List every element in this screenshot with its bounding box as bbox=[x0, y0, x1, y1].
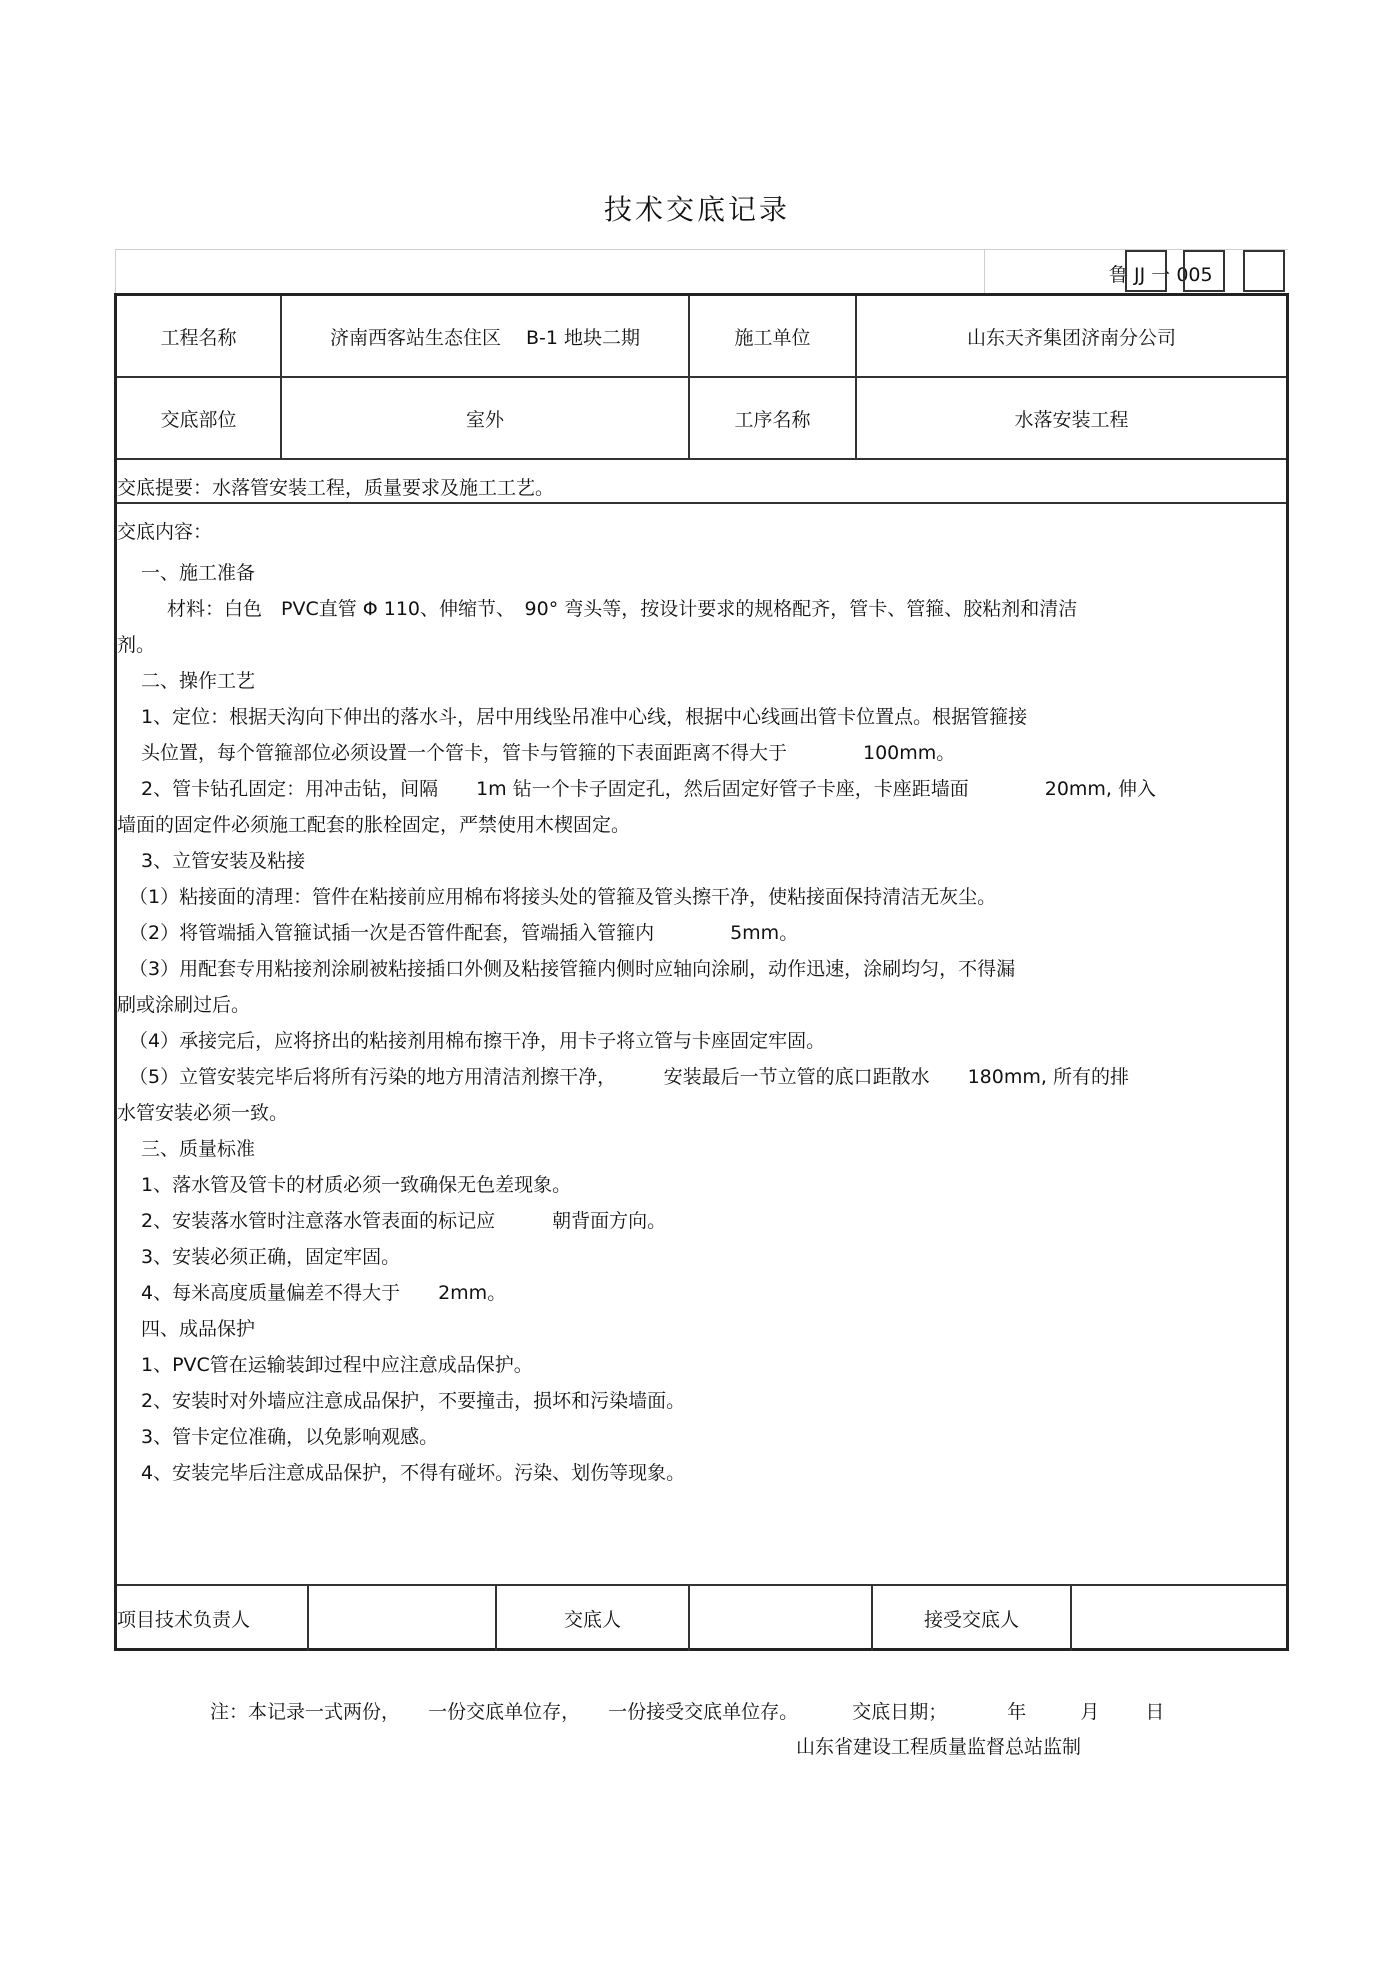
content-line: 4、安装完毕后注意成品保护，不得有碰坏。污染、划伤等现象。 bbox=[141, 1462, 686, 1484]
content-line: 2、管卡钻孔固定：用冲击钻，间隔 1m 钻一个卡子固定孔，然后固定好管子卡座，卡座距墙面 20mm, 伸入 bbox=[141, 778, 1156, 800]
issuer: 山东省建设工程质量监督总站监制 bbox=[796, 1736, 1082, 1758]
row-divider-2 bbox=[117, 458, 1286, 460]
position-value[interactable]: 室外 bbox=[465, 408, 504, 431]
content-line: 墙面的固定件必须施工配套的胀栓固定，严禁使用木楔固定。 bbox=[117, 814, 631, 836]
note-part-1: 注：本记录一式两份， bbox=[210, 1701, 401, 1723]
content-line: 头位置，每个管箍部位必须设置一个管卡，管卡与管箍的下表面距离不得大于 100mm。 bbox=[141, 742, 956, 764]
project-name-label: 工程名称 bbox=[160, 326, 237, 349]
content-line: 4、每米高度质量偏差不得大于 2mm。 bbox=[141, 1282, 507, 1304]
form-code: 鲁 JJ 一 005 bbox=[1109, 264, 1213, 286]
tech-lead-label: 项目技术负责人 bbox=[117, 1609, 251, 1631]
row-divider-3 bbox=[117, 502, 1286, 504]
position-label: 交底部位 bbox=[160, 408, 237, 431]
code-box-3[interactable] bbox=[1243, 250, 1285, 292]
content-line: 1、定位：根据天沟向下伸出的落水斗，居中用线坠吊准中心线，根据中心线画出管卡位置点。根据管箍接 bbox=[141, 706, 1028, 728]
receiver-field[interactable] bbox=[1072, 1586, 1286, 1651]
content-line: 剂。 bbox=[117, 634, 156, 656]
disclosure-table bbox=[114, 293, 1289, 1651]
content-line: （1）粘接面的清理：管件在粘接前应用棉布将接头处的管箍及管头擦干净，使粘接面保持清洁无灰尘。 bbox=[129, 886, 997, 908]
code-row-divider bbox=[984, 250, 985, 294]
contractor-label: 施工单位 bbox=[734, 326, 811, 349]
code-row-left-border bbox=[115, 250, 116, 294]
note-part-3: 一份接受交底单位存。 bbox=[608, 1701, 799, 1723]
document-title: 技术交底记录 bbox=[603, 193, 790, 226]
content-line: 材料：白色 PVC直管 Φ 110、伸缩节、 90° 弯头等，按设计要求的规格配齐，管卡、管箍、胶粘剂和清洁 bbox=[167, 598, 1078, 620]
receiver-label: 接受交底人 bbox=[923, 1609, 1019, 1631]
code-box-1[interactable] bbox=[1125, 250, 1167, 292]
content-label: 交底内容： bbox=[117, 521, 213, 543]
content-line: 刷或涂刷过后。 bbox=[117, 994, 251, 1016]
content-line: 二、操作工艺 bbox=[141, 670, 256, 692]
content-line: 一、施工准备 bbox=[141, 562, 256, 584]
content-line: 3、立管安装及粘接 bbox=[141, 850, 306, 872]
content-line: 三、质量标准 bbox=[141, 1138, 256, 1160]
content-line: 2、安装时对外墙应注意成品保护，不要撞击，损坏和污染墙面。 bbox=[141, 1390, 686, 1412]
tech-lead-field[interactable] bbox=[309, 1586, 495, 1651]
content-line: 1、PVC管在运输装卸过程中应注意成品保护。 bbox=[141, 1354, 533, 1376]
date-year: 年 bbox=[1007, 1701, 1027, 1723]
date-month: 月 bbox=[1080, 1701, 1100, 1723]
presenter-label: 交底人 bbox=[563, 1609, 621, 1631]
code-box-2[interactable] bbox=[1183, 250, 1225, 292]
content-line: 水管安装必须一致。 bbox=[117, 1102, 289, 1124]
presenter-field[interactable] bbox=[690, 1586, 871, 1651]
content-line: 2、安装落水管时注意落水管表面的标记应 朝背面方向。 bbox=[141, 1210, 667, 1232]
content-line: 1、落水管及管卡的材质必须一致确保无色差现象。 bbox=[141, 1174, 572, 1196]
content-line: 3、管卡定位准确，以免影响观感。 bbox=[141, 1426, 439, 1448]
content-line: （4）承接完后，应将挤出的粘接剂用棉布擦干净，用卡子将立管与卡座固定牢固。 bbox=[129, 1030, 826, 1052]
footer-note bbox=[210, 1697, 1164, 1724]
content-line: （2）将管端插入管箍试插一次是否管件配套，管端插入管箍内 5mm。 bbox=[129, 922, 799, 944]
content-line: （5）立管安装完毕后将所有污染的地方用清洁剂擦干净， 安装最后一节立管的底口距散水 180mm, 所有的排 bbox=[129, 1066, 1129, 1088]
process-label: 工序名称 bbox=[734, 408, 811, 431]
content-line: 3、安装必须正确，固定牢固。 bbox=[141, 1246, 401, 1268]
content-line: （3）用配套专用粘接剂涂刷被粘接插口外侧及粘接管箍内侧时应轴向涂刷，动作迅速，涂刷均匀，不得漏 bbox=[129, 958, 1016, 980]
content-line: 四、成品保护 bbox=[141, 1318, 256, 1340]
form-code-row bbox=[115, 249, 1288, 295]
disclosure-summary: 交底提要：水落管安装工程，质量要求及施工工艺。 bbox=[117, 477, 555, 499]
contractor-value[interactable]: 山东天齐集团济南分公司 bbox=[966, 326, 1176, 349]
date-label: 交底日期； bbox=[852, 1701, 948, 1723]
date-day: 日 bbox=[1145, 1701, 1165, 1723]
project-name-value[interactable]: 济南西客站生态住区 B-1 地块二期 bbox=[329, 326, 641, 349]
note-part-2: 一份交底单位存， bbox=[428, 1701, 581, 1723]
process-value[interactable]: 水落安装工程 bbox=[1014, 408, 1129, 431]
